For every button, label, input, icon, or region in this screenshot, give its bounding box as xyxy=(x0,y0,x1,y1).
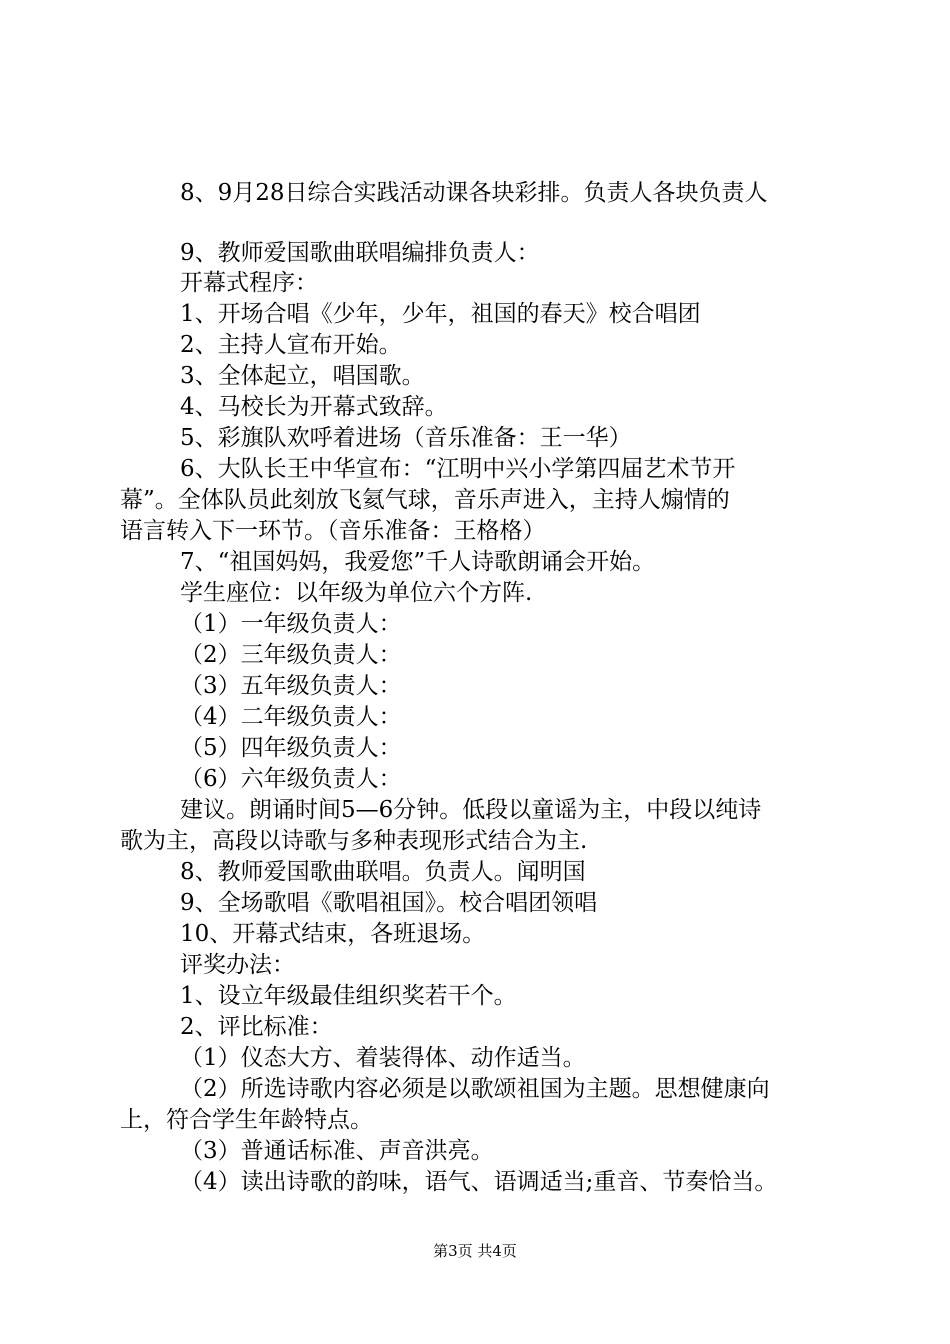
paragraph-line: 歌为主，高段以诗歌与多种表现形式结合为主. xyxy=(120,828,588,854)
list-item: 3、全体起立，唱国歌。 xyxy=(180,363,425,389)
list-item: （3）普通话标准、声音洪亮。 xyxy=(180,1138,494,1164)
list-item: 5、彩旗队欢呼着进场（音乐准备：王一华） xyxy=(180,425,632,451)
list-item: 7、“祖国妈妈，我爱您”千人诗歌朗诵会开始。 xyxy=(180,549,656,575)
list-item: （4）二年级负责人： xyxy=(180,704,402,730)
paragraph-line: 语言转入下一环节。（音乐准备：王格格） xyxy=(120,518,546,544)
paragraph-line: 幕”。全体队员此刻放飞氦气球，音乐声进入，主持人煽情的 xyxy=(120,487,730,513)
list-item: （4）读出诗歌的韵味，语气、语调适当;重音、节奏恰当。 xyxy=(180,1169,778,1195)
list-item: （1）仪态大方、着装得体、动作适当。 xyxy=(180,1045,586,1071)
list-item: 1、开场合唱《少年，少年，祖国的春天》校合唱团 xyxy=(180,301,701,327)
list-item: 2、主持人宣布开始。 xyxy=(180,332,402,358)
list-item: 6、大队长王中华宣布：“江明中兴小学第四届艺术节开 xyxy=(180,456,736,482)
list-item: （5）四年级负责人： xyxy=(180,735,402,761)
paragraph-line: 8、9月28日综合实践活动课各块彩排。负责人各块负责人 xyxy=(180,180,768,206)
list-item: 4、马校长为开幕式致辞。 xyxy=(180,394,448,420)
list-item: （6）六年级负责人： xyxy=(180,766,402,792)
paragraph-line: 9、教师爱国歌曲联唱编排负责人： xyxy=(180,240,540,266)
list-item: 10、开幕式结束，各班退场。 xyxy=(180,921,486,947)
list-item: 1、设立年级最佳组织奖若干个。 xyxy=(180,983,517,1009)
section-heading: 开幕式程序： xyxy=(180,270,318,296)
paragraph-line: 上，符合学生年龄特点。 xyxy=(120,1107,373,1133)
page-number-footer: 第3页 共4页 xyxy=(433,1242,517,1260)
section-heading: 评奖办法： xyxy=(180,952,295,978)
list-item: 2、评比标准： xyxy=(180,1014,333,1040)
list-item: （2）所选诗歌内容必须是以歌颂祖国为主题。思想健康向 xyxy=(180,1076,770,1102)
list-item: 9、全场歌唱《歌唱祖国》。校合唱团领唱 xyxy=(180,890,598,916)
list-item: （2）三年级负责人： xyxy=(180,642,402,668)
list-item: （1）一年级负责人： xyxy=(180,611,402,637)
paragraph-line: 学生座位：以年级为单位六个方阵. xyxy=(180,580,533,606)
list-item: （3）五年级负责人： xyxy=(180,673,402,699)
list-item: 8、教师爱国歌曲联唱。负责人。闻明国 xyxy=(180,859,586,885)
paragraph-line: 建议。朗诵时间5—6分钟。低段以童谣为主，中段以纯诗 xyxy=(180,797,762,823)
